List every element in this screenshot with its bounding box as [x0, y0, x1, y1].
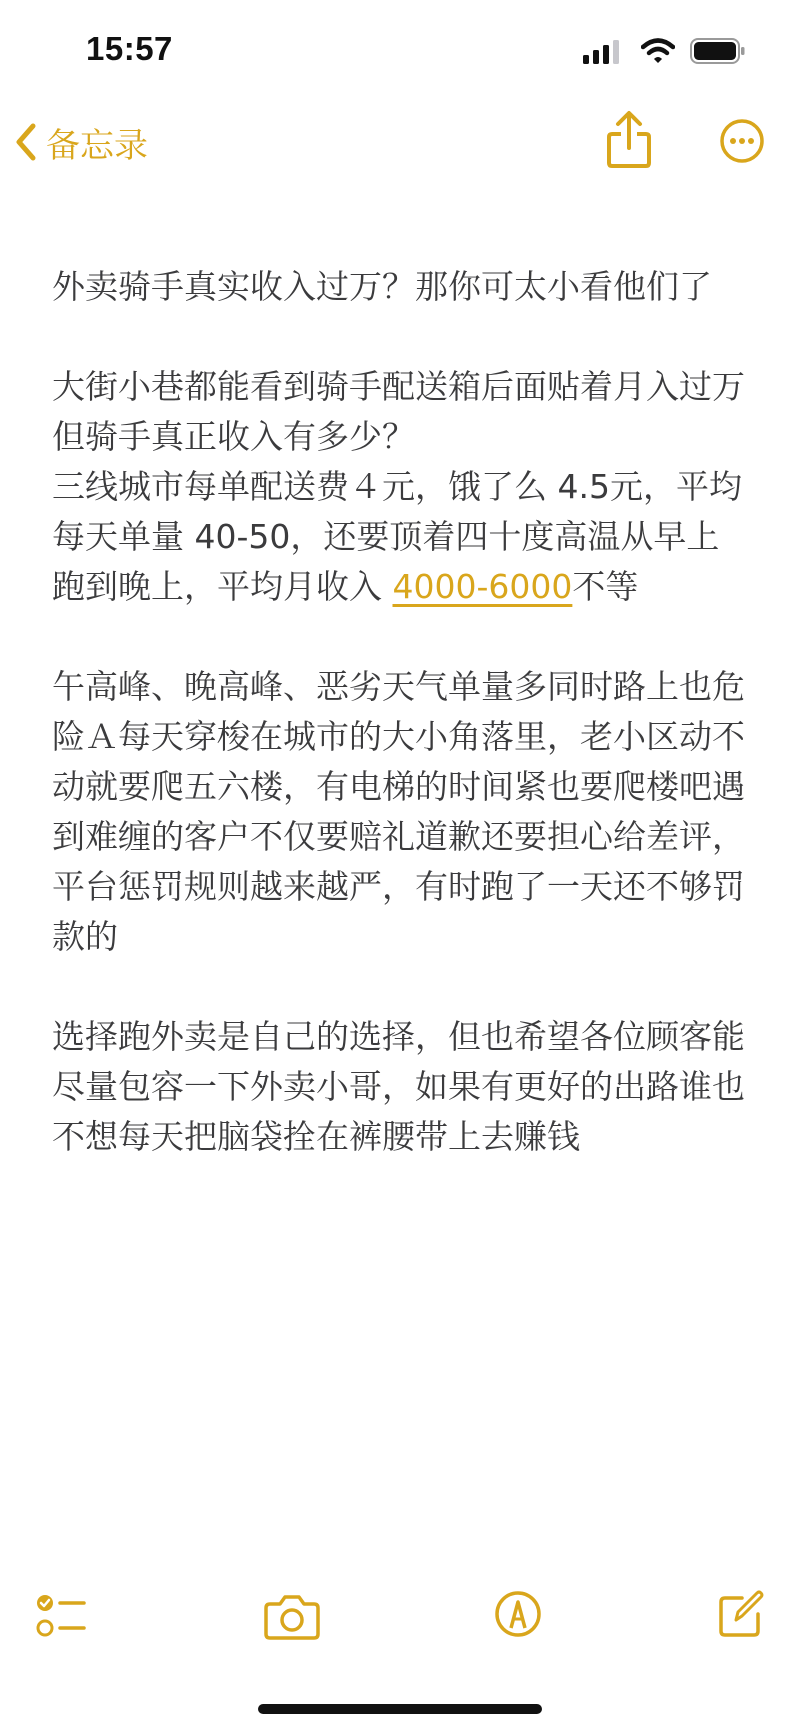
note-paragraph: 大街小巷都能看到骑手配送箱后面贴着月入过万但骑手真正收入有多少？ — [52, 367, 745, 456]
back-button[interactable] — [14, 114, 148, 170]
camera-icon[interactable] — [264, 1594, 320, 1640]
note-paragraph — [52, 462, 752, 612]
paragraph-gap — [52, 312, 752, 362]
back-label: 备忘录 — [46, 125, 148, 166]
note-paragraph-title: 外卖骑手真实收入过万？那你可太小看他们了 — [52, 267, 712, 306]
income-range-link[interactable]: 4000-6000 — [392, 567, 573, 606]
home-indicator[interactable] — [258, 1704, 542, 1714]
signal-icon — [583, 40, 621, 64]
battery-icon — [690, 38, 746, 64]
wifi-icon — [641, 38, 675, 64]
status-time: 15:57 — [86, 30, 173, 67]
paragraph-gap — [52, 612, 752, 662]
status-bar — [0, 0, 800, 100]
note-text: 三线城市每单配送费４元，饿了么 4.5元，平均每天单量 40-50，还要顶着四十度高温从早上跑到晚上，平均月收入 — [52, 467, 742, 606]
note-text: 不等 — [572, 567, 639, 606]
compose-icon[interactable] — [718, 1590, 764, 1638]
note-body[interactable] — [52, 262, 752, 1162]
note-paragraph: 选择跑外卖是自己的选择，但也希望各位顾客能尽量包容一下外卖小哥，如果有更好的出路谁也不想每天把脑袋拴在裤腰带上去赚钱 — [52, 1017, 745, 1156]
more-icon[interactable] — [719, 118, 765, 164]
markup-icon[interactable] — [494, 1590, 542, 1638]
bottom-toolbar — [0, 1580, 800, 1660]
share-icon[interactable] — [604, 108, 654, 172]
chevron-left-icon — [14, 122, 38, 162]
note-paragraph: 午高峰、晚高峰、恶劣天气单量多同时路上也危险Ａ每天穿梭在城市的大小角落里，老小区动不动就要爬五六楼，有电梯的时间紧也要爬楼吧遇到难缠的客户不仅要赔礼道歉还要担心给差评，平台惩罚规则越来越严，有时跑了一天还不够罚款的 — [52, 667, 745, 956]
paragraph-gap — [52, 962, 752, 1012]
checklist-icon[interactable] — [36, 1592, 88, 1642]
nav-bar — [0, 100, 800, 190]
